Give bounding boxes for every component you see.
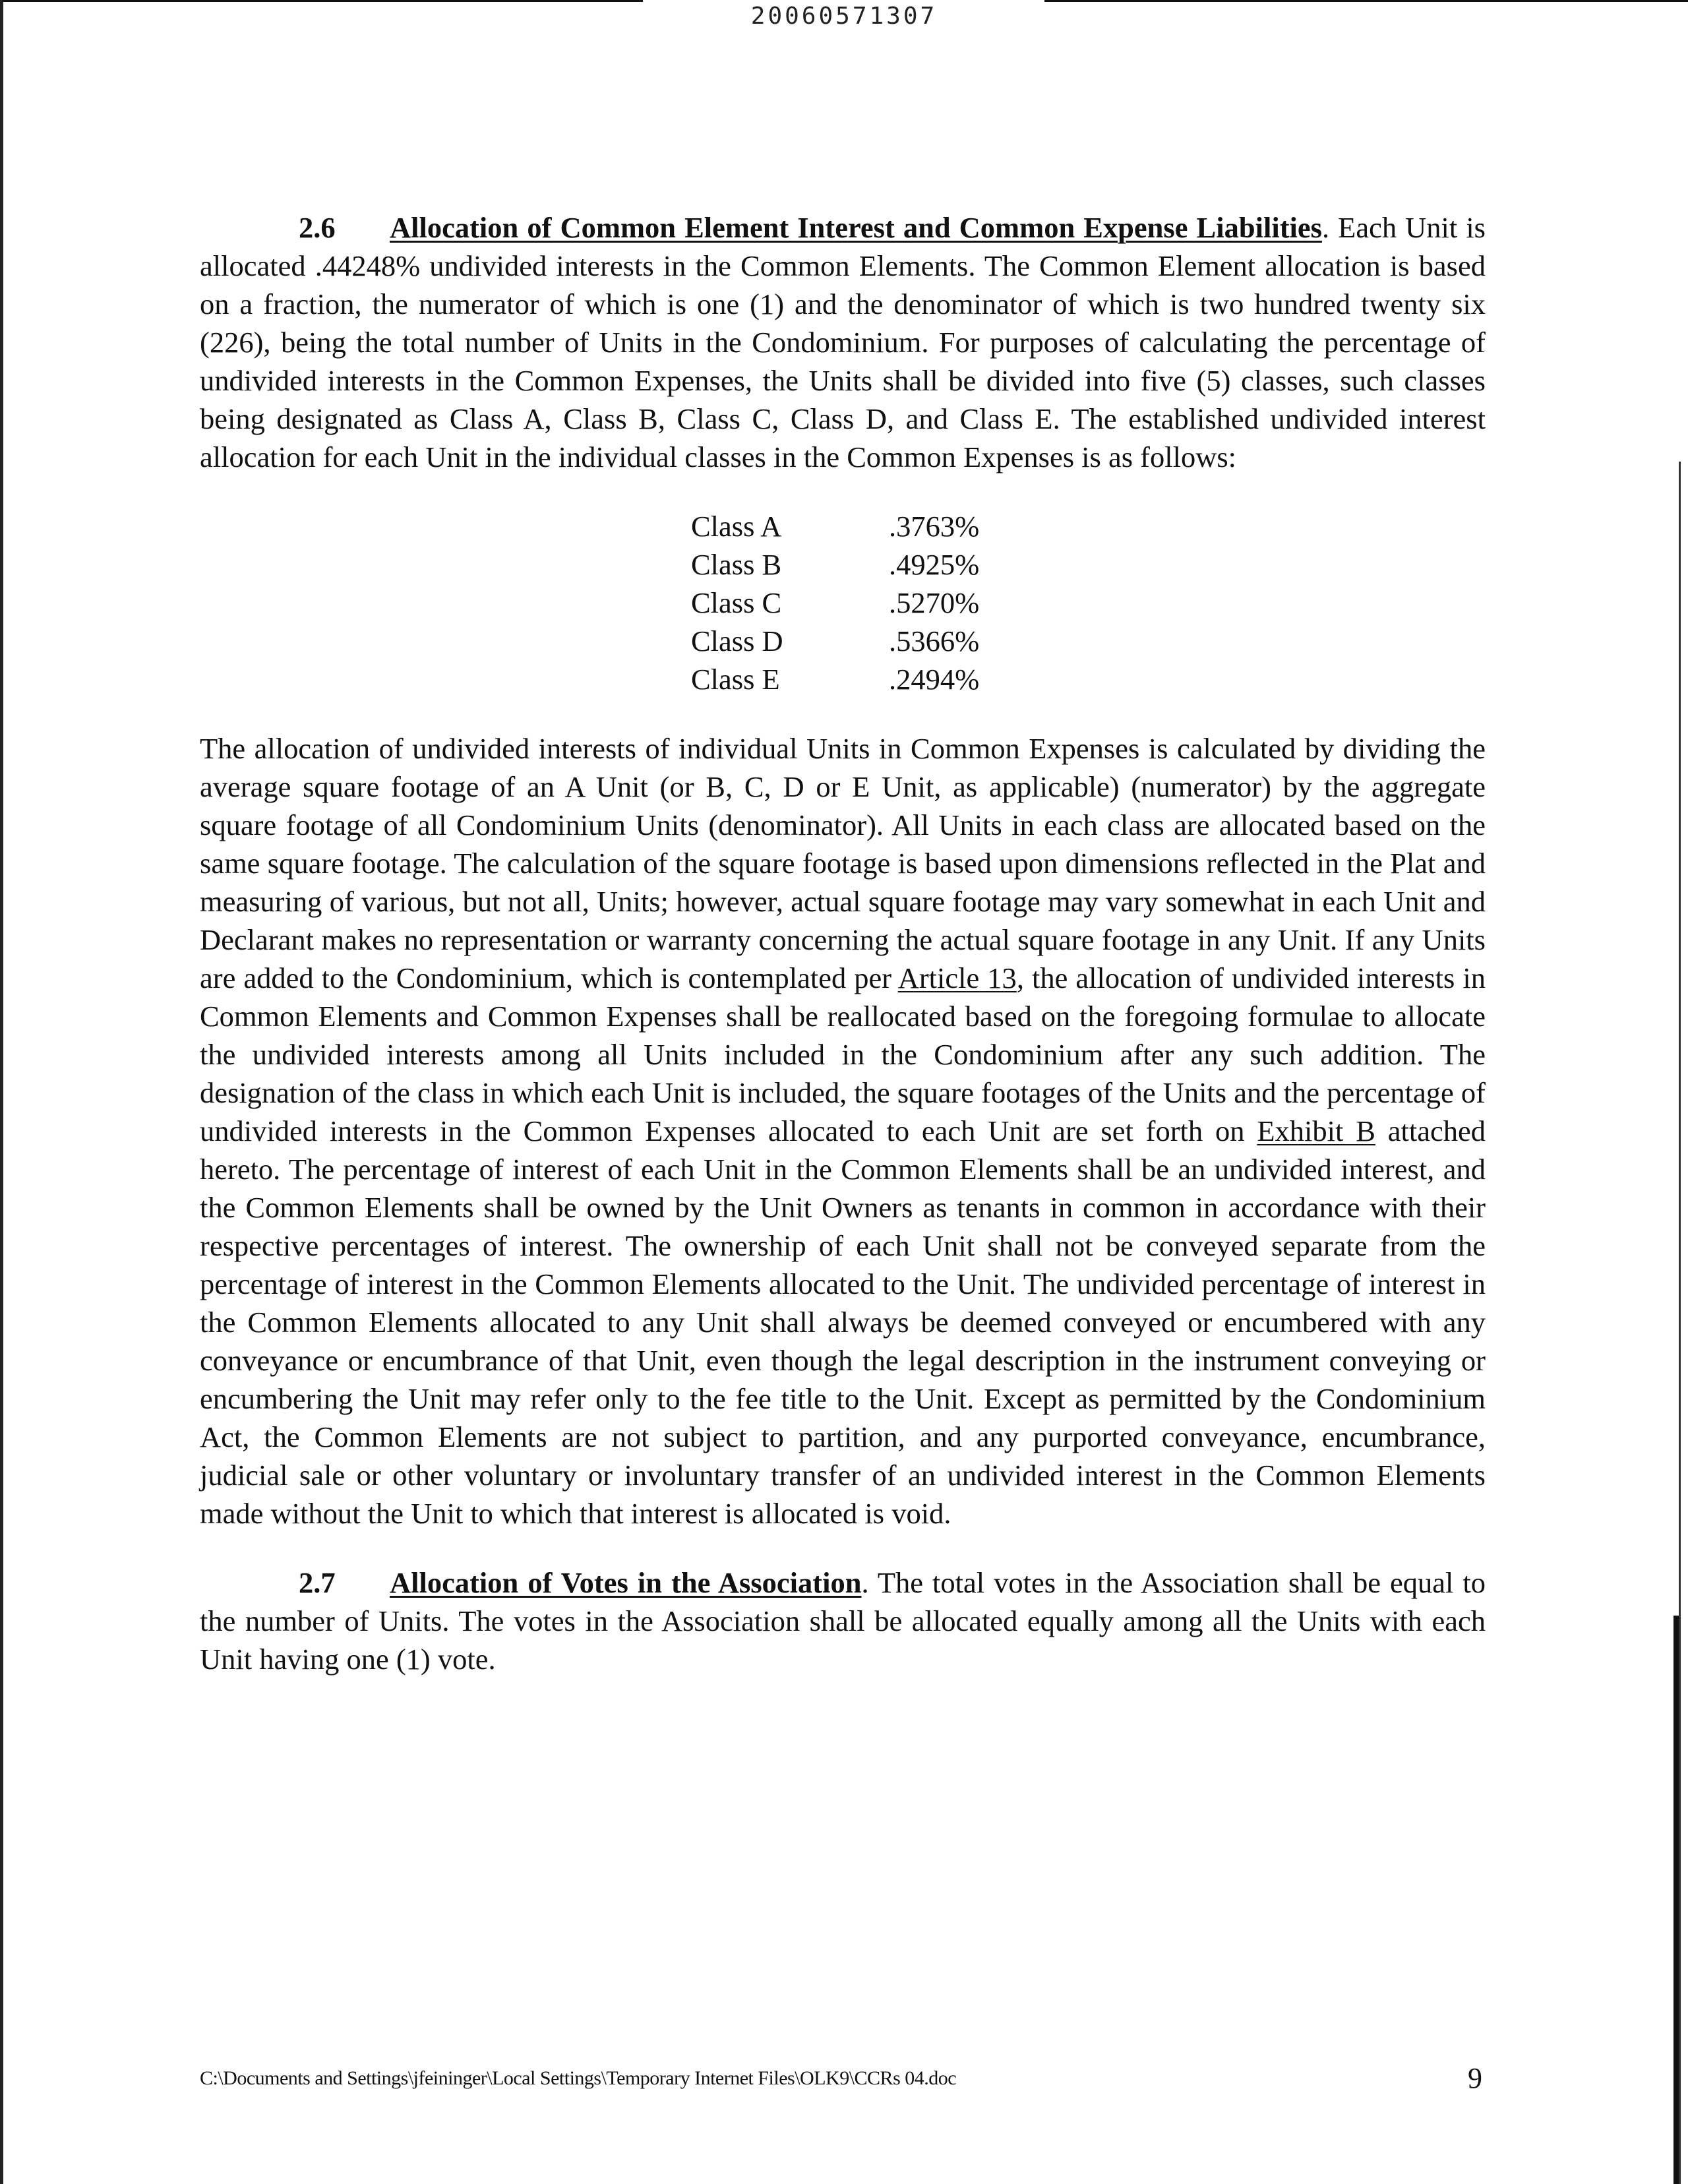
section-2-7-paragraph: [200, 1563, 1486, 1678]
section-2-7-title: Allocation of Votes in the Association: [390, 1566, 862, 1599]
article-13-reference: Article 13: [897, 961, 1017, 994]
class-percentage: .4925%: [889, 548, 980, 581]
recording-number: 20060571307: [750, 3, 938, 30]
scan-border-top-left: [0, 0, 643, 2]
class-row: [691, 660, 979, 698]
class-percentage: .5366%: [889, 624, 980, 657]
section-2-6-body-part1: The allocation of undivided interests of individual Units in Common Expenses is calculated by dividing the average square footage of an A Unit (or B, C, D or E Unit, as applicable) (numerator) by the aggregate square footage of all Condominium Units (denominator). All Units in each class are allocated based on the same square footage. The calculation of the square footage is based upon dimensions reflected in the Plat and measuring of various, but not all, Units; however, actual square footage may vary somewhat in each Unit and Declarant makes no representation or warranty concerning the actual square footage in any Unit. If any Units are added to the Condominium, which is contemplated per: [200, 732, 1486, 994]
scan-border-left: [0, 0, 3, 2184]
class-percentage: .3763%: [889, 510, 980, 543]
footer-file-path: C:\Documents and Settings\jfeininger\Local Settings\Temporary Internet Files\OLK9\CCRs 04.doc: [200, 2067, 957, 2089]
class-row: [691, 622, 979, 660]
class-name: Class B: [691, 548, 782, 581]
class-percentage: .2494%: [889, 663, 980, 696]
paragraph-gap: [200, 1532, 1486, 1563]
class-name: Class E: [691, 663, 780, 696]
scan-border-right-lower: [1673, 1616, 1679, 2184]
page-number: 9: [1468, 2062, 1482, 2094]
class-name: Class A: [691, 510, 782, 543]
section-2-6-paragraph: [200, 208, 1486, 476]
section-2-6-number: 2.6: [299, 211, 336, 244]
class-percentage: .5270%: [889, 586, 980, 619]
document-body: [200, 208, 1486, 1678]
exhibit-b-reference: Exhibit B: [1257, 1114, 1375, 1147]
class-name: Class C: [691, 586, 782, 619]
section-2-7-number: 2.7: [299, 1566, 336, 1599]
class-row: [691, 545, 979, 584]
class-row: [691, 507, 979, 545]
class-name: Class D: [691, 624, 783, 657]
section-2-6-title: Allocation of Common Element Interest and Common Expense Liabilities: [390, 211, 1322, 244]
section-2-6-body-part2: , the allocation of undivided interests in Common Elements and Common Expenses shall be reallocated based on the foregoing formulae to allocate the undivided interests among all Units included in the Condominium after any such addition. The designation of the class in which each Unit is included, the square footages of the Units and the percentage of undivided interests in the Common Expenses allocated to each Unit are set forth on: [200, 961, 1486, 1147]
section-2-6-body: [200, 729, 1486, 1532]
scan-border-top-right: [1044, 0, 1688, 2]
section-2-6-intro: . Each Unit is allocated .44248% undivided interests in the Common Elements. The Common Element allocation is based on a fraction, the numerator of which is one (1) and the denominator of which is two hundred twenty six (226), being the total number of Units in the Condominium. For purposes of calculating the percentage of undivided interests in the Common Expenses, the Units shall be divided into five (5) classes, such classes being designated as Class A, Class B, Class C, Class D, and Class E. The established undivided interest allocation for each Unit in the individual classes in the Common Expenses is as follows:: [200, 211, 1486, 473]
section-2-6-body-part3: attached hereto. The percentage of interest of each Unit in the Common Elements shall be an undivided interest, and the Common Elements shall be owned by the Unit Owners as tenants in common in accordance with their respective percentages of interest. The ownership of each Unit shall not be conveyed separate from the percentage of interest in the Common Elements allocated to the Unit. The undivided percentage of interest in the Common Elements allocated to any Unit shall always be deemed conveyed or encumbered with any conveyance or encumbrance of that Unit, even though the legal description in the instrument conveying or encumbering the Unit may refer only to the fee title to the Unit. Except as permitted by the Condominium Act, the Common Elements are not subject to partition, and any purported conveyance, encumbrance, judicial sale or other voluntary or involuntary transfer of an undivided interest in the Common Elements made without the Unit to which that interest is allocated is void.: [200, 1114, 1486, 1530]
class-allocation-table: [691, 507, 979, 698]
class-row: [691, 584, 979, 622]
section-2-7-text: . The total votes in the Association shall be equal to the number of Units. The votes in the Association shall be allocated equally among all the Units with each Unit having one (1) vote.: [200, 1566, 1486, 1676]
scan-border-right: [1679, 462, 1681, 2184]
